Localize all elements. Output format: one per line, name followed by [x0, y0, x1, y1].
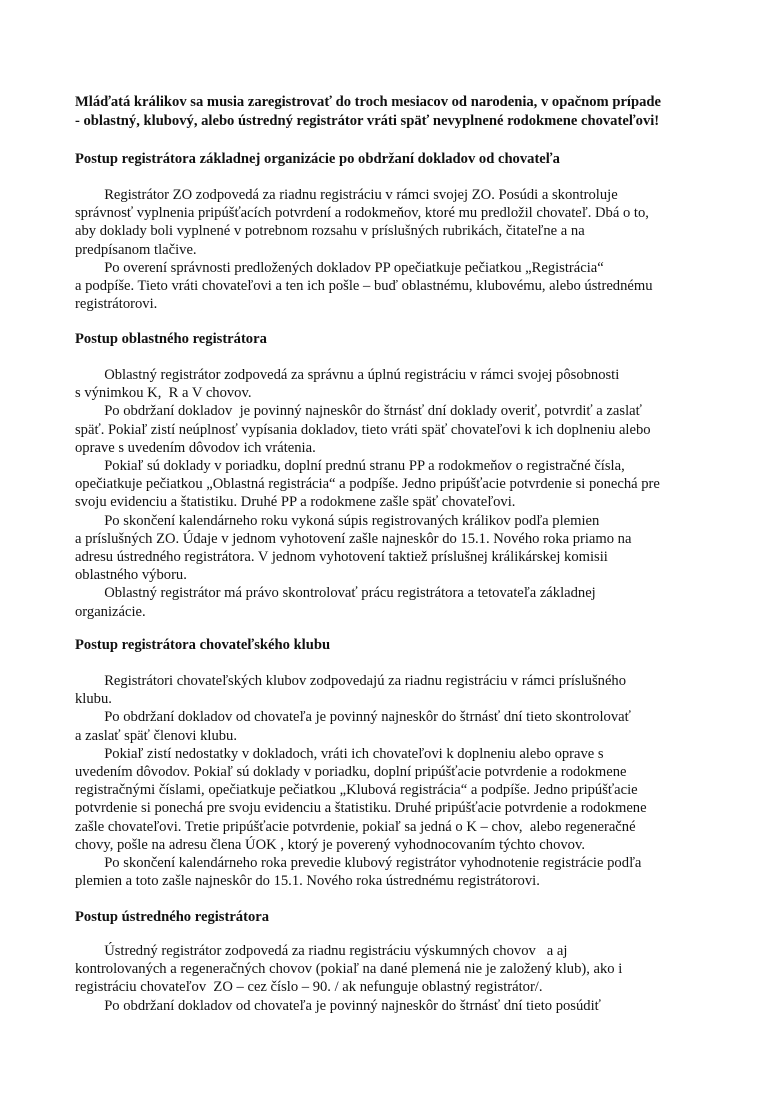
body-line: zašle chovateľovi. Tretie pripúšťacie potvrdenie, pokiaľ sa jedná o K – chov, alebo regeneračné	[75, 818, 636, 835]
body-line: klubu.	[75, 691, 112, 708]
body-line: potvrdenie si ponechá pre svoju evidenciu a štatistiku. Druhé pripúšťacie potvrdenie a rodokmene	[75, 800, 647, 817]
body-line: predpísanom tlačive.	[75, 241, 197, 258]
body-line: Po skončení kalendárneho roku vykoná súpis registrovaných králikov podľa plemien	[75, 512, 600, 529]
body-line: Registrátori chovateľských klubov zodpovedajú za riadnu registráciu v rámci príslušného	[75, 673, 627, 689]
body-line: chovy, pošle na adresu člena ÚOK , ktorý je poverený vyhodnocovaním týchto chovov.	[75, 836, 585, 853]
body-line: registráciu chovateľov ZO – cez číslo – 90. / ak nefunguje oblastný registrátor/.	[75, 979, 543, 996]
body-line: s výnimkou K, R a V chovov.	[75, 385, 252, 402]
body-line: Registrátor ZO zodpovedá za riadnu registráciu v rámci svojej ZO. Posúdi a skontroluje	[75, 187, 618, 203]
body-line: uvedením dôvodov. Pokiaľ sú doklady v poriadku, doplní pripúšťacie potvrdenie a rodokmene	[75, 764, 627, 781]
body-line: oprave s uvedením dôvodov ich vrátenia.	[75, 439, 316, 456]
body-line: Pokiaľ zistí nedostatky v dokladoch, vráti ich chovateľovi k doplneniu alebo oprave s	[75, 745, 604, 762]
body-line: Po skončení kalendárneho roka prevedie klubový registrátor vyhodnotenie registrácie podľa	[75, 855, 642, 872]
body-line: adresu ústredného registrátora. V jednom vyhotovení taktiež príslušnej králikárskej komisii	[75, 549, 608, 566]
body-line: registrátorovi.	[75, 296, 158, 313]
body-line: Po overení správnosti predložených dokladov PP opečiatkuje pečiatkou „Registrácia“	[75, 259, 604, 276]
body-line: Oblastný registrátor má právo skontrolovať prácu registrátora a tetovateľa základnej	[75, 585, 596, 602]
body-line: svoju evidenciu a štatistiku. Druhé PP a rodokmene zašle späť chovateľovi.	[75, 494, 516, 511]
intro-line: - oblastný, klubový, alebo ústredný registrátor vráti späť nevyplnené rodokmene chovateľovi!	[75, 113, 660, 129]
section-body	[75, 366, 715, 621]
body-line: aby doklady boli vyplnené v potrebnom rozsahu v príslušných rubrikách, čitateľne a na	[75, 223, 585, 240]
body-line: a príslušných ZO. Údaje v jednom vyhotovení zašle najneskôr do 15.1. Nového roka priamo na	[75, 530, 632, 547]
body-line: oblastného výboru.	[75, 567, 187, 584]
body-line: Po obdržaní dokladov od chovateľa je povinný najneskôr do štrnásť dní tieto posúdiť	[75, 997, 601, 1014]
body-line: Oblastný registrátor zodpovedá za správnu a úplnú registráciu v rámci svojej pôsobnosti	[75, 367, 620, 383]
body-line: kontrolovaných a regeneračných chovov (pokiaľ na dané plemená nie je založený klub), ako i	[75, 961, 623, 978]
section-heading: Postup registrátora základnej organizácie po obdržaní dokladov od chovateľa	[75, 151, 560, 167]
body-line: späť. Pokiaľ zistí neúplnosť vypísania dokladov, tieto vráti späť chovateľovi k ich doplneniu alebo	[75, 421, 651, 438]
body-line: registračnými číslami, opečiatkuje pečiatkou „Klubová registrácia“ a podpíše. Jedno pripúšťacie	[75, 782, 638, 799]
body-line: organizácie.	[75, 603, 146, 620]
body-line: správnosť vyplnenia pripúšťacích potvrdení a rodokmeňov, ktoré mu predložil chovateľ. Dbá o to,	[75, 205, 649, 222]
section-heading: Postup registrátora chovateľského klubu	[75, 637, 331, 653]
body-line: Po obdržaní dokladov je povinný najneskôr do štrnásť dní doklady overiť, potvrdiť a zaslať	[75, 403, 642, 420]
section-body	[75, 672, 715, 890]
intro-line: Mláďatá králikov sa musia zaregistrovať do troch mesiacov od narodenia, v opačnom prípade	[75, 94, 661, 110]
section-heading: Postup oblastného registrátora	[75, 331, 267, 347]
body-line: opečiatkuje pečiatkou „Oblastná registrácia“ a podpíše. Jedno pripúšťacie potvrdenie si ponechá pre	[75, 476, 660, 493]
body-line: a zaslať späť členovi klubu.	[75, 727, 238, 744]
section-body	[75, 186, 715, 313]
intro-paragraph	[75, 93, 715, 131]
section-heading: Postup ústredného registrátora	[75, 909, 270, 925]
body-line: Ústredný registrátor zodpovedá za riadnu registráciu výskumných chovov a aj	[75, 943, 568, 959]
body-line: Po obdržaní dokladov od chovateľa je povinný najneskôr do štrnásť dní tieto skontrolovať	[75, 709, 631, 726]
body-line: plemien a toto zašle najneskôr do 15.1. Nového roka ústrednému registrátorovi.	[75, 873, 540, 890]
body-line: a podpíše. Tieto vráti chovateľovi a ten ich pošle – buď oblastnému, klubovému, alebo ústrednému	[75, 278, 653, 295]
section-body	[75, 942, 715, 1015]
body-line: Pokiaľ sú doklady v poriadku, doplní prednú stranu PP a rodokmeňov o registračné čísla,	[75, 458, 625, 475]
